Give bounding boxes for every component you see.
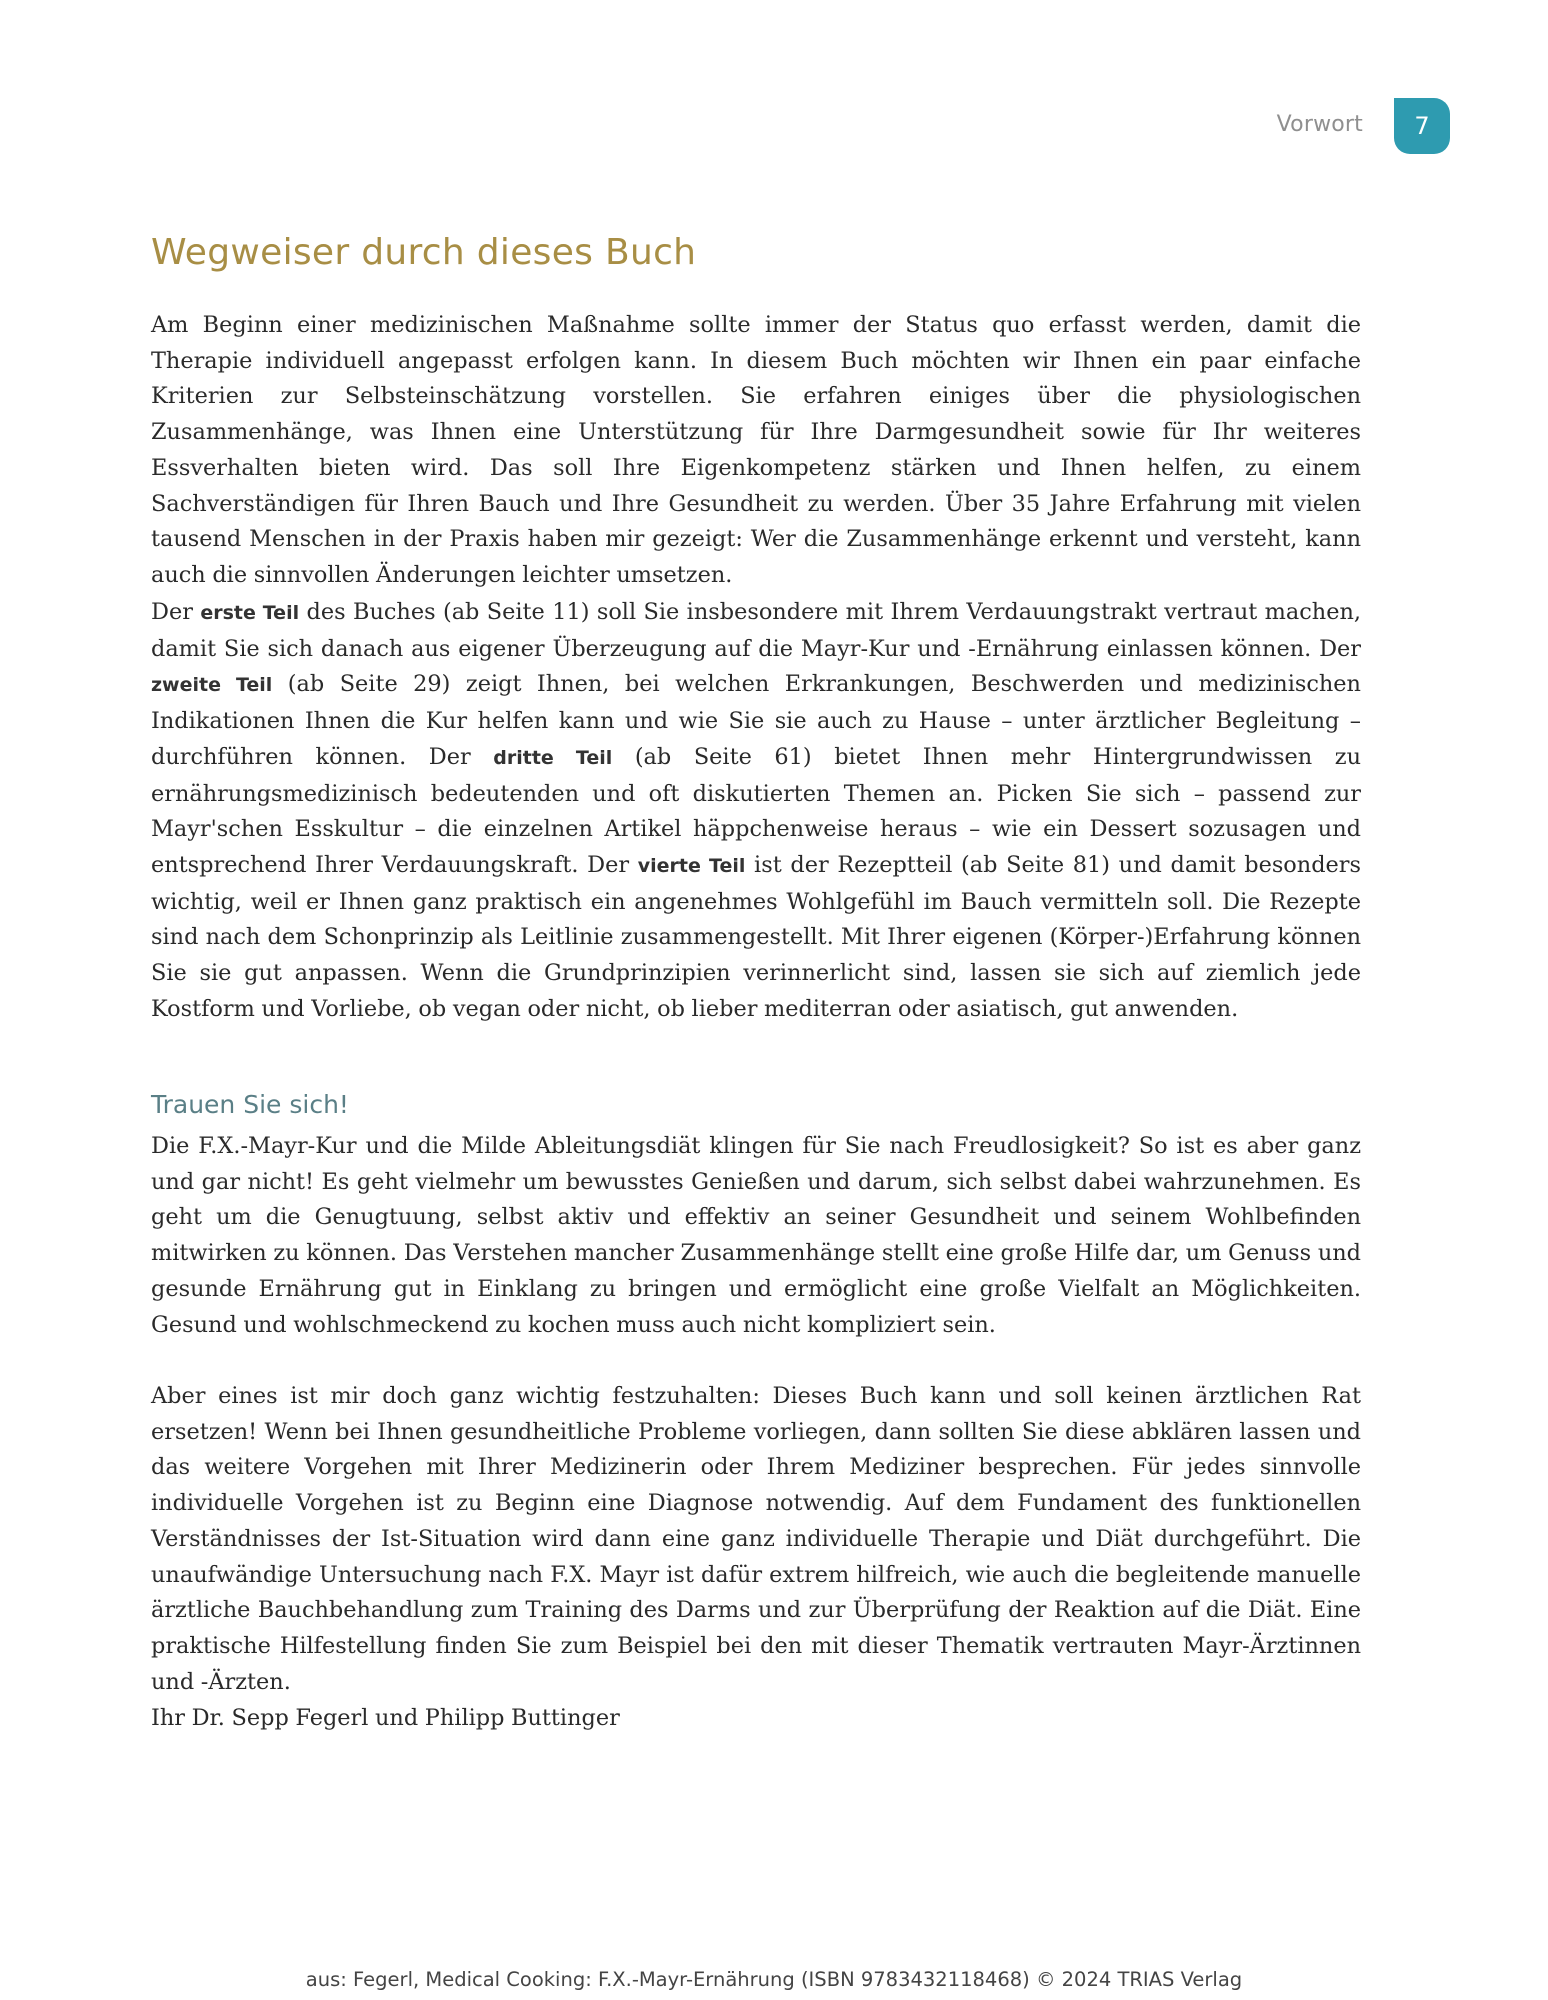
text-run: ist der Rezeptteil (ab Seite 81) und damit besonders wichtig, weil er Ihnen ganz praktisch ein angenehmes Wohlgefühl im Bauch vermitteln soll. Die Rezepte sind nach dem Schonprinzip als Leitlinie zusammengestellt. Mit Ihrer eigenen (Körper-)Erfahrung können Sie sie gut anpassen. Wenn die Grundprinzipien verinnerlicht sind, lassen sie sich auf ziemlich jede Kostform und Vorliebe, ob vegan oder nicht, ob lieber mediterran oder asiatisch, gut anwenden.	[151, 851, 1361, 1022]
part-one-label: erste Teil	[200, 602, 300, 624]
subheading: Trauen Sie sich!	[151, 1090, 349, 1119]
signature: Ihr Dr. Sepp Fegerl und Philipp Buttinger	[151, 1705, 620, 1731]
book-parts-paragraph	[151, 595, 1361, 1027]
part-two-label: zweite Teil	[151, 674, 273, 697]
section-title: Vorwort	[1276, 112, 1363, 137]
page-number-badge: 7	[1394, 98, 1450, 154]
footer-citation: aus: Fegerl, Medical Cooking: F.X.-Mayr-Ernährung (ISBN 9783432118468) © 2024 TRIAS Verlag	[305, 1968, 1243, 1991]
text-run: Der	[151, 599, 201, 625]
part-four-label: vierte Teil	[637, 854, 746, 877]
disclaimer-paragraph: Aber eines ist mir doch ganz wichtig festzuhalten: Dieses Buch kann und soll keinen ärztlichen Rat ersetzen! Wenn bei Ihnen gesundheitliche Probleme vorliegen, dann sollten Sie diese abklären lassen und das weitere Vorgehen mit Ihrer Medizinerin oder Ihrem Mediziner besprechen. Für jedes sinnvolle individuelle Vorgehen ist zu Beginn eine Diagnose notwendig. Auf dem Fundament des funktionellen Verständnisses der Ist-Situation wird dann eine ganz individuelle Therapie und Diät durchgeführt. Die unaufwändige Untersuchung nach F.X. Mayr ist dafür extrem hilfreich, wie auch die begleitende manuelle ärztliche Bauchbehandlung zum Training des Darms und zur Überprüfung der Reaktion auf die Diät. Eine praktische Hilfestellung finden Sie zum Beispiel bei den mit dieser Thematik vertrauten Mayr-Ärztinnen und -Ärzten.	[151, 1383, 1361, 1695]
part-three-label: dritte Teil	[493, 746, 613, 769]
text-run: des Buches (ab Seite 11) soll Sie insbesondere mit Ihrem Verdauungstrakt vertraut machen, damit Sie sich danach aus eigener Überzeugung auf die Mayr-Kur und -Ernährung einlassen können. Der	[151, 599, 1361, 662]
intro-paragraph: Am Beginn einer medizinischen Maßnahme sollte immer der Status quo erfasst werden, damit die Therapie individuell angepasst erfolgen kann. In diesem Buch möchten wir Ihnen ein paar einfache Kriterien zur Selbsteinschätzung vorstellen. Sie erfahren einiges über die physiologischen Zusammenhänge, was Ihnen eine Unterstützung für Ihre Darmgesundheit sowie für Ihr weiteres Essverhalten bieten wird. Das soll Ihre Eigenkompetenz stärken und Ihnen helfen, zu einem Sachverständigen für Ihren Bauch und Ihre Gesundheit zu werden. Über 35 Jahre Erfahrung mit vielen tausend Menschen in der Praxis haben mir gezeigt: Wer die Zusammenhänge erkennt und versteht, kann auch die sinnvollen Änderungen leichter umsetzen.	[151, 312, 1361, 588]
text-run: (ab Seite 29) zeigt Ihnen, bei welchen Erkrankungen, Beschwerden und medizinischen Indikationen Ihnen die Kur helfen kann und wie Sie sie auch zu Hause – unter ärztlicher Begleitung – durchführen können. Der	[151, 671, 1361, 770]
page-title: Wegweiser durch dieses Buch	[151, 232, 697, 273]
trust-paragraph: Die F.X.-Mayr-Kur und die Milde Ableitungsdiät klingen für Sie nach Freudlosigkeit? So ist es aber ganz und gar nicht! Es geht vielmehr um bewusstes Genießen und darum, sich selbst dabei wahrzunehmen. Es geht um die Genugtuung, selbst aktiv und effektiv an seiner Gesundheit und seinem Wohlbefinden mitwirken zu können. Das Verstehen mancher Zusammenhänge stellt eine große Hilfe dar, um Genuss und gesunde Ernährung gut in Einklang zu bringen und ermöglicht eine große Vielfalt an Möglichkeiten. Gesund und wohlschmeckend zu kochen muss auch nicht kompliziert sein.	[151, 1133, 1361, 1338]
text-run: (ab Seite 61) bietet Ihnen mehr Hintergrundwissen zu ernährungsmedizinisch bedeutenden und oft diskutierten Themen an. Picken Sie sich – passend zur Mayr'schen Esskultur – die einzelnen Artikel häppchenweise heraus – wie ein Dessert sozusagen und entsprechend Ihrer Verdauungskraft. Der	[151, 743, 1361, 878]
